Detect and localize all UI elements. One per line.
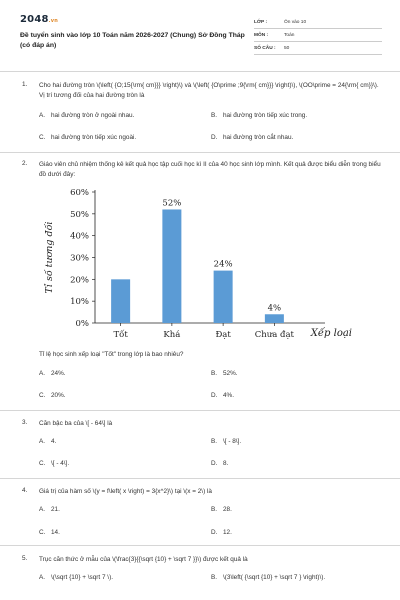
site-logo[interactable]	[20, 14, 58, 25]
option-text: 12.	[223, 529, 232, 536]
divider	[0, 545, 400, 546]
x-tick-label: Khá	[163, 330, 181, 340]
question-text: Trục căn thức ở mẫu của \(\frac{3}{{\sqrt {10} + \sqrt 7 }}\) được kết quả là	[39, 556, 248, 563]
option-letter: C.	[39, 134, 46, 141]
divider	[0, 152, 400, 153]
y-tick-label: 40%	[70, 231, 89, 242]
option-letter: A.	[39, 438, 46, 445]
meta-key: MÔN :	[254, 32, 269, 38]
option-b[interactable]	[211, 112, 307, 119]
option-text: \[ - 4\].	[51, 460, 70, 467]
option-letter: D.	[211, 392, 218, 399]
x-axis-label: Xếp loại	[310, 328, 352, 339]
option-letter: B.	[211, 506, 218, 513]
divider	[0, 478, 400, 479]
meta-value: Toán	[284, 32, 295, 38]
option-a[interactable]	[39, 112, 134, 119]
question-number: 4.	[22, 487, 28, 494]
meta-row-class	[254, 16, 382, 29]
question-1	[22, 81, 382, 151]
option-text: hai đường tròn tiếp xúc trong.	[223, 112, 308, 119]
option-d[interactable]	[211, 392, 234, 399]
option-letter: D.	[211, 134, 218, 141]
question-text: Giáo viên chủ nhiệm thống kê kết quả học tập cuối học kì II của 40 học sinh lớp mình. Kết quả được biểu diễn trong biểu đồ dưới đây:	[39, 161, 381, 178]
y-tick-label: 50%	[70, 209, 89, 220]
divider	[0, 410, 400, 411]
document-title: Đề tuyển sinh vào lớp 10 Toán năm 2026-2027 (Chung) Sở Đồng Tháp (có đáp án)	[20, 32, 245, 49]
meta-key: SỐ CÂU :	[254, 45, 276, 51]
document-header	[20, 14, 382, 58]
option-text: hai đường tròn tiếp xúc ngoài.	[51, 134, 137, 141]
y-tick-label: 0%	[75, 319, 89, 329]
y-tick-label: 10%	[70, 297, 89, 308]
data-label: 24%	[213, 259, 233, 270]
meta-row-count	[254, 42, 382, 55]
option-text: hai đường tròn ở ngoài nhau.	[51, 112, 135, 119]
x-tick-label: Chưa đạt	[254, 330, 294, 340]
option-letter: B.	[211, 574, 218, 581]
bar-4	[265, 314, 284, 323]
option-b[interactable]	[211, 506, 232, 513]
meta-table	[254, 16, 382, 55]
option-text: 4%.	[223, 392, 235, 399]
meta-key: LỚP :	[254, 19, 268, 25]
meta-value: Ôn vào 10	[284, 19, 307, 25]
option-text: \(3\left( {\sqrt {10} + \sqrt 7 } \right)\).	[223, 574, 326, 581]
logo-suffix-text: .vn	[48, 18, 58, 24]
data-label: 4%	[267, 303, 282, 314]
option-letter: D.	[211, 460, 218, 467]
option-letter: C.	[39, 529, 46, 536]
option-a[interactable]	[39, 506, 60, 513]
option-d[interactable]	[211, 529, 232, 536]
option-c[interactable]	[39, 392, 66, 399]
option-letter: B.	[211, 370, 218, 377]
option-letter: B.	[211, 438, 218, 445]
option-c[interactable]	[39, 134, 136, 141]
x-tick-label: Đạt	[215, 330, 231, 340]
option-text: 20%.	[51, 392, 66, 399]
option-text: 4.	[51, 438, 57, 445]
question-text: Cho hai đường tròn \(\left( {O;15{\rm{ cm}}} \right)\) và \(\left( {O\prime ;9{\rm{ cm}}} \right)\), \(OO\prime = 24{\rm{ cm}}\). Vị trí tương đối của hai đường tròn là	[39, 82, 379, 99]
question-text: Căn bậc ba của \[ - 64\] là	[39, 420, 113, 427]
option-letter: A.	[39, 370, 46, 377]
option-c[interactable]	[39, 529, 60, 536]
option-a[interactable]	[39, 370, 66, 377]
meta-row-subject	[254, 29, 382, 42]
question-number: 5.	[22, 555, 28, 562]
bar-chart-svg	[40, 185, 352, 346]
bar-3	[214, 271, 233, 323]
meta-value: 50	[284, 45, 290, 51]
option-b[interactable]	[211, 370, 238, 377]
option-a[interactable]	[39, 438, 56, 445]
option-b[interactable]	[211, 574, 325, 581]
question-number: 1.	[22, 81, 28, 88]
option-text: 8.	[223, 460, 229, 467]
bar-2	[162, 209, 181, 323]
question-prompt: Tỉ lệ học sinh xếp loại "Tốt" trong lớp là bao nhiêu?	[39, 351, 184, 358]
option-letter: C.	[39, 392, 46, 399]
option-text: \[ - 8\].	[223, 438, 242, 445]
logo-main-text: 2048	[20, 14, 49, 25]
question-text: Giá trị của hàm số \(y = f\left( x \right) = 3{x^2}\) tại \(x = 2\) là	[39, 488, 212, 495]
data-label: 52%	[162, 198, 182, 209]
option-b[interactable]	[211, 438, 241, 445]
y-tick-label: 30%	[70, 253, 89, 264]
option-letter: A.	[39, 506, 46, 513]
question-5	[22, 555, 382, 595]
y-axis-label: Tỉ số tương đối	[44, 221, 55, 294]
option-letter: D.	[211, 529, 218, 536]
question-4	[22, 487, 382, 543]
question-3	[22, 419, 382, 475]
x-tick-label: Tốt	[113, 330, 128, 340]
option-text: hai đường tròn cắt nhau.	[223, 134, 294, 141]
divider	[0, 71, 400, 72]
option-d[interactable]	[211, 134, 293, 141]
bar-1	[111, 279, 130, 323]
option-letter: A.	[39, 112, 46, 119]
y-tick-label: 20%	[70, 275, 89, 286]
y-tick-label: 60%	[70, 188, 89, 198]
option-text: 28.	[223, 506, 232, 513]
option-c[interactable]	[39, 460, 69, 467]
option-d[interactable]	[211, 460, 228, 467]
question-number: 3.	[22, 419, 28, 426]
option-text: \(\sqrt {10} + \sqrt 7 \).	[51, 574, 113, 581]
option-letter: A.	[39, 574, 46, 581]
bar-chart	[40, 185, 352, 346]
question-number: 2.	[22, 160, 28, 167]
option-text: 52%.	[223, 370, 238, 377]
option-a[interactable]	[39, 574, 113, 581]
option-text: 21.	[51, 506, 60, 513]
option-text: 24%.	[51, 370, 66, 377]
option-letter: C.	[39, 460, 46, 467]
option-letter: B.	[211, 112, 218, 119]
option-text: 14.	[51, 529, 60, 536]
